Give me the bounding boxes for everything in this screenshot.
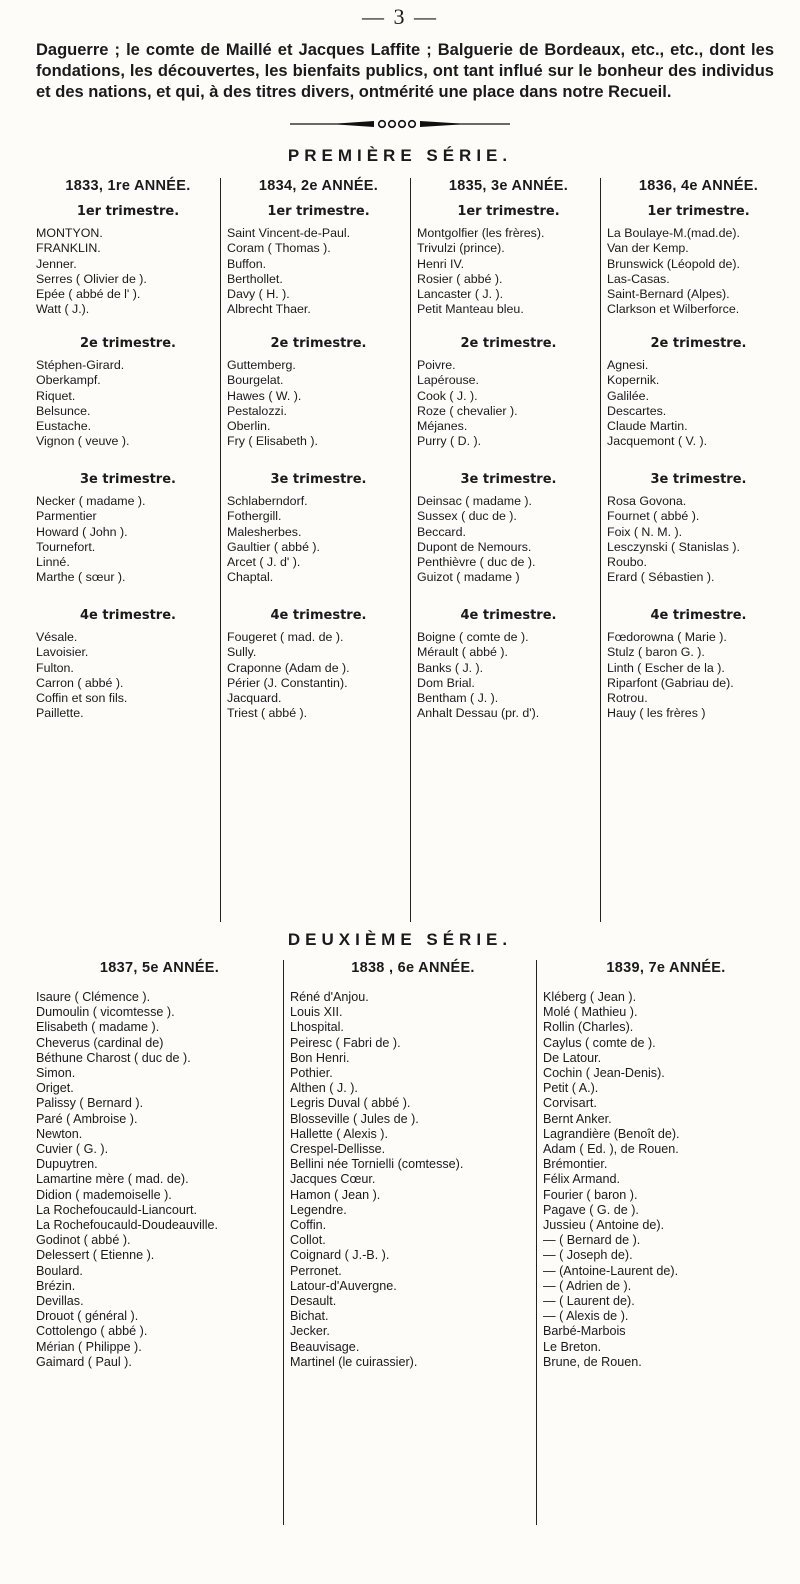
trimester-heading: 4e trimestre. [460, 608, 557, 623]
list-item: Brézin. [36, 1278, 76, 1293]
trimester-block [36, 336, 220, 472]
list-item: Isaure ( Clémence ). [36, 990, 151, 1004]
list-item: Epée ( abbé de l' ). [36, 287, 141, 302]
list-item: Serres ( Olivier de ). [36, 271, 147, 286]
trimester-block [607, 204, 790, 336]
trimester-heading: 1er trimestre. [457, 204, 560, 219]
name-list [227, 630, 410, 722]
name-list [417, 226, 600, 318]
list-item: Didion ( mademoiselle ). [36, 1187, 172, 1202]
list-item: Legendre. [290, 1202, 347, 1217]
list-item: Davy ( H. ). [227, 287, 290, 302]
list-item: Roze ( chevalier ). [417, 403, 518, 418]
year-column [30, 178, 220, 922]
list-item: Marthe ( sœur ). [36, 570, 126, 585]
trimester-block [227, 336, 410, 472]
trimester-block [227, 204, 410, 336]
name-list [607, 630, 790, 722]
list-item: Montgolfier (les frères). [417, 226, 545, 240]
list-item: Desault. [290, 1294, 337, 1309]
list-item: Van der Kemp. [607, 241, 689, 256]
list-item: Paré ( Ambroise ). [36, 1111, 138, 1126]
name-list [417, 494, 600, 586]
list-item: Gaimard ( Paul ). [36, 1354, 132, 1369]
list-item: Mérian ( Philippe ). [36, 1339, 142, 1354]
list-item: Godinot ( abbé ). [36, 1233, 131, 1248]
list-item: Boulard. [36, 1263, 83, 1278]
list-item: Foix ( N. M. ). [607, 524, 683, 539]
list-item: Devillas. [36, 1294, 84, 1309]
name-list [607, 494, 790, 586]
list-item: Riquet. [36, 388, 76, 403]
list-item: Sully. [227, 645, 257, 660]
list-item: Bon Henri. [290, 1050, 350, 1065]
name-list [417, 630, 600, 722]
list-item: Deinsac ( madame ). [417, 494, 532, 508]
name-list [607, 226, 790, 318]
trimester-block [417, 336, 600, 472]
list-item: FRANKLIN. [36, 241, 101, 256]
list-item: Chaptal. [227, 570, 274, 585]
list-item: Galilée. [607, 388, 650, 403]
list-item: Petit ( A.). [543, 1081, 599, 1096]
list-item: Coffin. [290, 1218, 327, 1233]
trimester-heading: 1er trimestre. [267, 204, 370, 219]
list-item: Périer (J. Constantin). [227, 675, 348, 690]
list-item: Le Breton. [543, 1339, 602, 1354]
list-item: Jecker. [290, 1324, 330, 1339]
trimester-heading: 2e trimestre. [80, 336, 176, 351]
list-item: Agnesi. [607, 358, 649, 372]
year-heading: 1836, 4e ANNÉE. [638, 178, 759, 194]
list-item: Elisabeth ( madame ). [36, 1020, 160, 1035]
list-item: Las-Casas. [607, 271, 670, 286]
series-2-title: DEUXIÈME SÉRIE. [287, 930, 513, 949]
list-item: Bourgelat. [227, 373, 284, 388]
list-item: Perronet. [290, 1263, 342, 1278]
list-item: Latour-d'Auvergne. [290, 1278, 397, 1293]
list-item: Lamartine mère ( mad. de). [36, 1172, 189, 1187]
list-item: — ( Laurent de). [543, 1294, 635, 1309]
trimester-heading: 3e trimestre. [80, 472, 176, 487]
list-item: Méjanes. [417, 419, 468, 434]
list-item: — ( Alexis de ). [543, 1309, 629, 1324]
list-item: Purry ( D. ). [417, 434, 482, 449]
trimester-block [417, 608, 600, 744]
trimester-heading: 3e trimestre. [460, 472, 557, 487]
list-item: Crespel-Dellisse. [290, 1142, 386, 1157]
list-item: Fothergill. [227, 509, 282, 524]
list-item: Coignard ( J.-B. ). [290, 1248, 390, 1263]
list-item: Beccard. [417, 524, 466, 539]
list-item: Pothier. [290, 1066, 333, 1081]
list-item: Hauy ( les frères ) [607, 706, 706, 721]
ornament-dot-2 [389, 121, 396, 128]
list-item: Linth ( Escher de la ). [607, 660, 725, 675]
list-item: MONTYON. [36, 226, 103, 240]
list-item: Triest ( abbé ). [227, 706, 308, 721]
list-item: Beauvisage. [290, 1339, 360, 1354]
trimester-block [607, 608, 790, 744]
ornament-dot-4 [409, 121, 416, 128]
list-item: Lapérouse. [417, 373, 480, 388]
series-1-title: PREMIÈRE SÉRIE. [287, 146, 513, 165]
list-item: Berthollet. [227, 271, 283, 286]
list-item: Drouot ( général ). [36, 1309, 139, 1324]
list-item: Pestalozzi. [227, 403, 287, 418]
list-item: La Rochefoucauld-Liancourt. [36, 1202, 198, 1217]
list-item: De Latour. [543, 1050, 602, 1065]
list-item: Mérault ( abbé ). [417, 645, 508, 660]
name-list [543, 990, 789, 1370]
year-column [600, 178, 790, 922]
list-item: Oberlin. [227, 419, 271, 434]
list-item: Roubo. [607, 555, 647, 570]
list-item: Brunswick (Léopold de). [607, 256, 740, 271]
list-item: Palissy ( Bernard ). [36, 1096, 144, 1111]
list-item: Malesherbes. [227, 524, 302, 539]
list-item: Simon. [36, 1066, 76, 1081]
list-item: La Boulaye-M.(mad.de). [607, 226, 740, 240]
list-item: Petit Manteau bleu. [417, 302, 524, 317]
list-item: Erard ( Sébastien ). [607, 570, 715, 585]
year-heading: 1839, 7e ANNÉE. [606, 960, 726, 976]
list-item: Origet. [36, 1081, 74, 1096]
ornament-divider [290, 118, 510, 130]
list-item: Cuvier ( G. ). [36, 1142, 109, 1157]
trimester-heading: 2e trimestre. [270, 336, 367, 351]
list-item: Louis XII. [290, 1005, 343, 1020]
list-item: Boigne ( comte de ). [417, 630, 529, 644]
list-item: Collot. [290, 1233, 326, 1248]
list-item: Kléberg ( Jean ). [543, 990, 637, 1004]
list-item: Craponne (Adam de ). [227, 660, 350, 675]
list-item: Vésale. [36, 630, 78, 644]
list-item: Schlaberndorf. [227, 494, 308, 508]
list-item: Guttemberg. [227, 358, 296, 372]
trimester-block [227, 608, 410, 744]
list-item: Bichat. [290, 1309, 329, 1324]
list-item: Parmentier [36, 509, 97, 524]
list-item: Tournefort. [36, 539, 96, 554]
trimester-block [607, 336, 790, 472]
trimester-heading: 4e trimestre. [270, 608, 367, 623]
list-item: — ( Joseph de). [543, 1248, 633, 1263]
list-item: Paillette. [36, 706, 84, 721]
list-item: Adam ( Ed. ), de Rouen. [543, 1142, 679, 1157]
name-list [36, 494, 220, 586]
list-item: Cook ( J. ). [417, 388, 478, 403]
year-heading: 1837, 5e ANNÉE. [99, 960, 220, 976]
list-item: Stulz ( baron G. ). [607, 645, 705, 660]
trimester-heading: 3e trimestre. [270, 472, 367, 487]
list-item: Jacquemont ( V. ). [607, 434, 708, 449]
name-list [290, 990, 536, 1370]
page-number: — 3 — [362, 4, 438, 29]
list-item: Anhalt Dessau (pr. d'). [417, 706, 540, 721]
list-item: Hawes ( W. ). [227, 388, 302, 403]
list-item: Jenner. [36, 256, 77, 271]
list-item: Rollin (Charles). [543, 1020, 634, 1035]
list-item: Howard ( John ). [36, 524, 128, 539]
year-heading: 1833, 1re ANNÉE. [65, 178, 191, 194]
list-item: Althen ( J. ). [290, 1081, 358, 1096]
year-column [410, 178, 600, 922]
trimester-block [607, 472, 790, 608]
list-item: Penthièvre ( duc de ). [417, 555, 536, 570]
list-item: Bentham ( J. ). [417, 691, 499, 706]
name-list [36, 226, 220, 318]
list-item: Eustache. [36, 419, 92, 434]
list-item: Caylus ( comte de ). [543, 1035, 656, 1050]
list-item: Corvisart. [543, 1096, 597, 1111]
list-item: Carron ( abbé ). [36, 675, 124, 690]
list-item: Vignon ( veuve ). [36, 434, 130, 449]
list-item: Delessert ( Etienne ). [36, 1248, 155, 1263]
list-item: Fry ( Elisabeth ). [227, 434, 318, 449]
list-item: Bernt Anker. [543, 1111, 612, 1126]
list-item: Molé ( Mathieu ). [543, 1005, 638, 1020]
list-item: Félix Armand. [543, 1172, 620, 1187]
intro-paragraph: Daguerre ; le comte de Maillé et Jacques Laffite ; Balguerie de Bordeaux, etc., etc., dont les fondations, les découvertes, les bienfaits publics, ont tant influé sur le bonheur des individus et des nations, et qui, à des titres divers, ontmérité une place dans notre Recueil. [36, 41, 774, 101]
list-item: Rotrou. [607, 691, 648, 706]
list-item: Lagrandière (Benoît de). [543, 1126, 680, 1141]
list-item: — (Antoine-Laurent de). [543, 1263, 679, 1278]
list-item: Stéphen-Girard. [36, 358, 125, 372]
list-item: Lesczynski ( Stanislas ). [607, 539, 740, 554]
trimester-heading: 4e trimestre. [650, 608, 747, 623]
list-item: Fœdorowna ( Marie ). [607, 630, 727, 644]
series-2-grid [30, 960, 790, 1525]
list-item: Oberkampf. [36, 373, 101, 388]
year-column [220, 178, 410, 922]
list-item: Riparfont (Gabriau de). [607, 675, 734, 690]
name-list [227, 226, 410, 318]
list-item: Descartes. [607, 403, 667, 418]
list-item: Coffin et son fils. [36, 691, 128, 706]
list-item: Fourier ( baron ). [543, 1187, 638, 1202]
series-1-grid [30, 178, 790, 922]
list-item: Jussieu ( Antoine de). [543, 1218, 665, 1233]
list-item: Cottolengo ( abbé ). [36, 1324, 148, 1339]
name-list [227, 358, 410, 450]
list-item: Peiresc ( Fabri de ). [290, 1035, 401, 1050]
list-item: Banks ( J. ). [417, 660, 484, 675]
list-item: Albrecht Thaer. [227, 302, 311, 317]
list-item: Coram ( Thomas ). [227, 241, 331, 256]
trimester-heading: 2e trimestre. [460, 336, 557, 351]
list-item: Fougeret ( mad. de ). [227, 630, 344, 644]
list-item: Arcet ( J. d' ). [227, 555, 301, 570]
ornament-dot-3 [399, 121, 406, 128]
list-item: Belsunce. [36, 403, 91, 418]
list-item: Kopernik. [607, 373, 660, 388]
year-column [283, 960, 536, 1525]
list-item: Pagave ( G. de ). [543, 1202, 639, 1217]
list-item: Barbé-Marbois [543, 1324, 626, 1339]
year-column [30, 960, 283, 1525]
list-item: Necker ( madame ). [36, 494, 146, 508]
list-item: Brémontier. [543, 1157, 608, 1172]
list-item: Trivulzi (prince). [417, 241, 505, 256]
list-item: Lhospital. [290, 1020, 344, 1035]
year-heading: 1835, 3e ANNÉE. [448, 178, 569, 194]
list-item: Cheverus (cardinal de) [36, 1035, 164, 1050]
list-item: Dumoulin ( vicomtesse ). [36, 1005, 175, 1020]
list-item: Hamon ( Jean ). [290, 1187, 381, 1202]
year-heading: 1838 , 6e ANNÉE. [351, 960, 475, 976]
trimester-block [36, 204, 220, 336]
trimester-heading: 3e trimestre. [650, 472, 747, 487]
list-item: Hallette ( Alexis ). [290, 1126, 388, 1141]
list-item: La Rochefoucauld-Doudeauville. [36, 1218, 219, 1233]
trimester-heading: 1er trimestre. [76, 204, 180, 219]
list-item: Béthune Charost ( duc de ). [36, 1050, 191, 1065]
list-item: Blosseville ( Jules de ). [290, 1111, 419, 1126]
list-item: Dupont de Nemours. [417, 539, 532, 554]
list-item: Watt ( J.). [36, 302, 90, 317]
list-item: Fulton. [36, 660, 74, 675]
list-item: Lavoisier. [36, 645, 89, 660]
list-item: Linné. [36, 555, 70, 570]
trimester-heading: 1er trimestre. [647, 204, 750, 219]
list-item: Buffon. [227, 256, 267, 271]
trimester-block [36, 608, 220, 744]
name-list [227, 494, 410, 586]
name-list [36, 630, 220, 722]
trimester-heading: 2e trimestre. [650, 336, 747, 351]
name-list [36, 990, 283, 1370]
year-column [536, 960, 789, 1525]
list-item: Henri IV. [417, 256, 465, 271]
list-item: Rosa Govona. [607, 494, 687, 508]
list-item: Bellini née Tornielli (comtesse). [290, 1157, 464, 1172]
list-item: — ( Adrien de ). [543, 1278, 632, 1293]
list-item: Brune, de Rouen. [543, 1354, 642, 1369]
list-item: Réné d'Anjou. [290, 990, 369, 1004]
list-item: Lancaster ( J. ). [417, 287, 504, 302]
list-item: Fournet ( abbé ). [607, 509, 700, 524]
list-item: Dom Brial. [417, 675, 475, 690]
list-item: Jacquard. [227, 691, 282, 706]
year-heading: 1834, 2e ANNÉE. [258, 178, 379, 194]
list-item: Claude Martin. [607, 419, 688, 434]
list-item: Gaultier ( abbé ). [227, 539, 320, 554]
list-item: Martinel (le cuirassier). [290, 1354, 418, 1369]
list-item: Guizot ( madame ) [417, 570, 520, 585]
list-item: Saint-Bernard (Alpes). [607, 287, 730, 302]
list-item: — ( Bernard de ). [543, 1233, 641, 1248]
trimester-block [36, 472, 220, 608]
list-item: Sussex ( duc de ). [417, 509, 517, 524]
trimester-block [227, 472, 410, 608]
list-item: Dupuytren. [36, 1157, 98, 1172]
list-item: Poivre. [417, 358, 456, 372]
trimester-heading: 4e trimestre. [80, 608, 176, 623]
list-item: Jacques Cœur. [290, 1172, 376, 1187]
name-list [607, 358, 790, 450]
ornament-dot-1 [379, 121, 386, 128]
trimester-block [417, 472, 600, 608]
list-item: Clarkson et Wilberforce. [607, 302, 740, 317]
list-item: Rosier ( abbé ). [417, 271, 503, 286]
list-item: Saint Vincent-de-Paul. [227, 226, 351, 240]
trimester-block [417, 204, 600, 336]
list-item: Newton. [36, 1126, 83, 1141]
name-list [36, 358, 220, 450]
list-item: Cochin ( Jean-Denis). [543, 1066, 665, 1081]
ornament-taper-left [330, 121, 374, 127]
list-item: Legris Duval ( abbé ). [290, 1096, 411, 1111]
name-list [417, 358, 600, 450]
